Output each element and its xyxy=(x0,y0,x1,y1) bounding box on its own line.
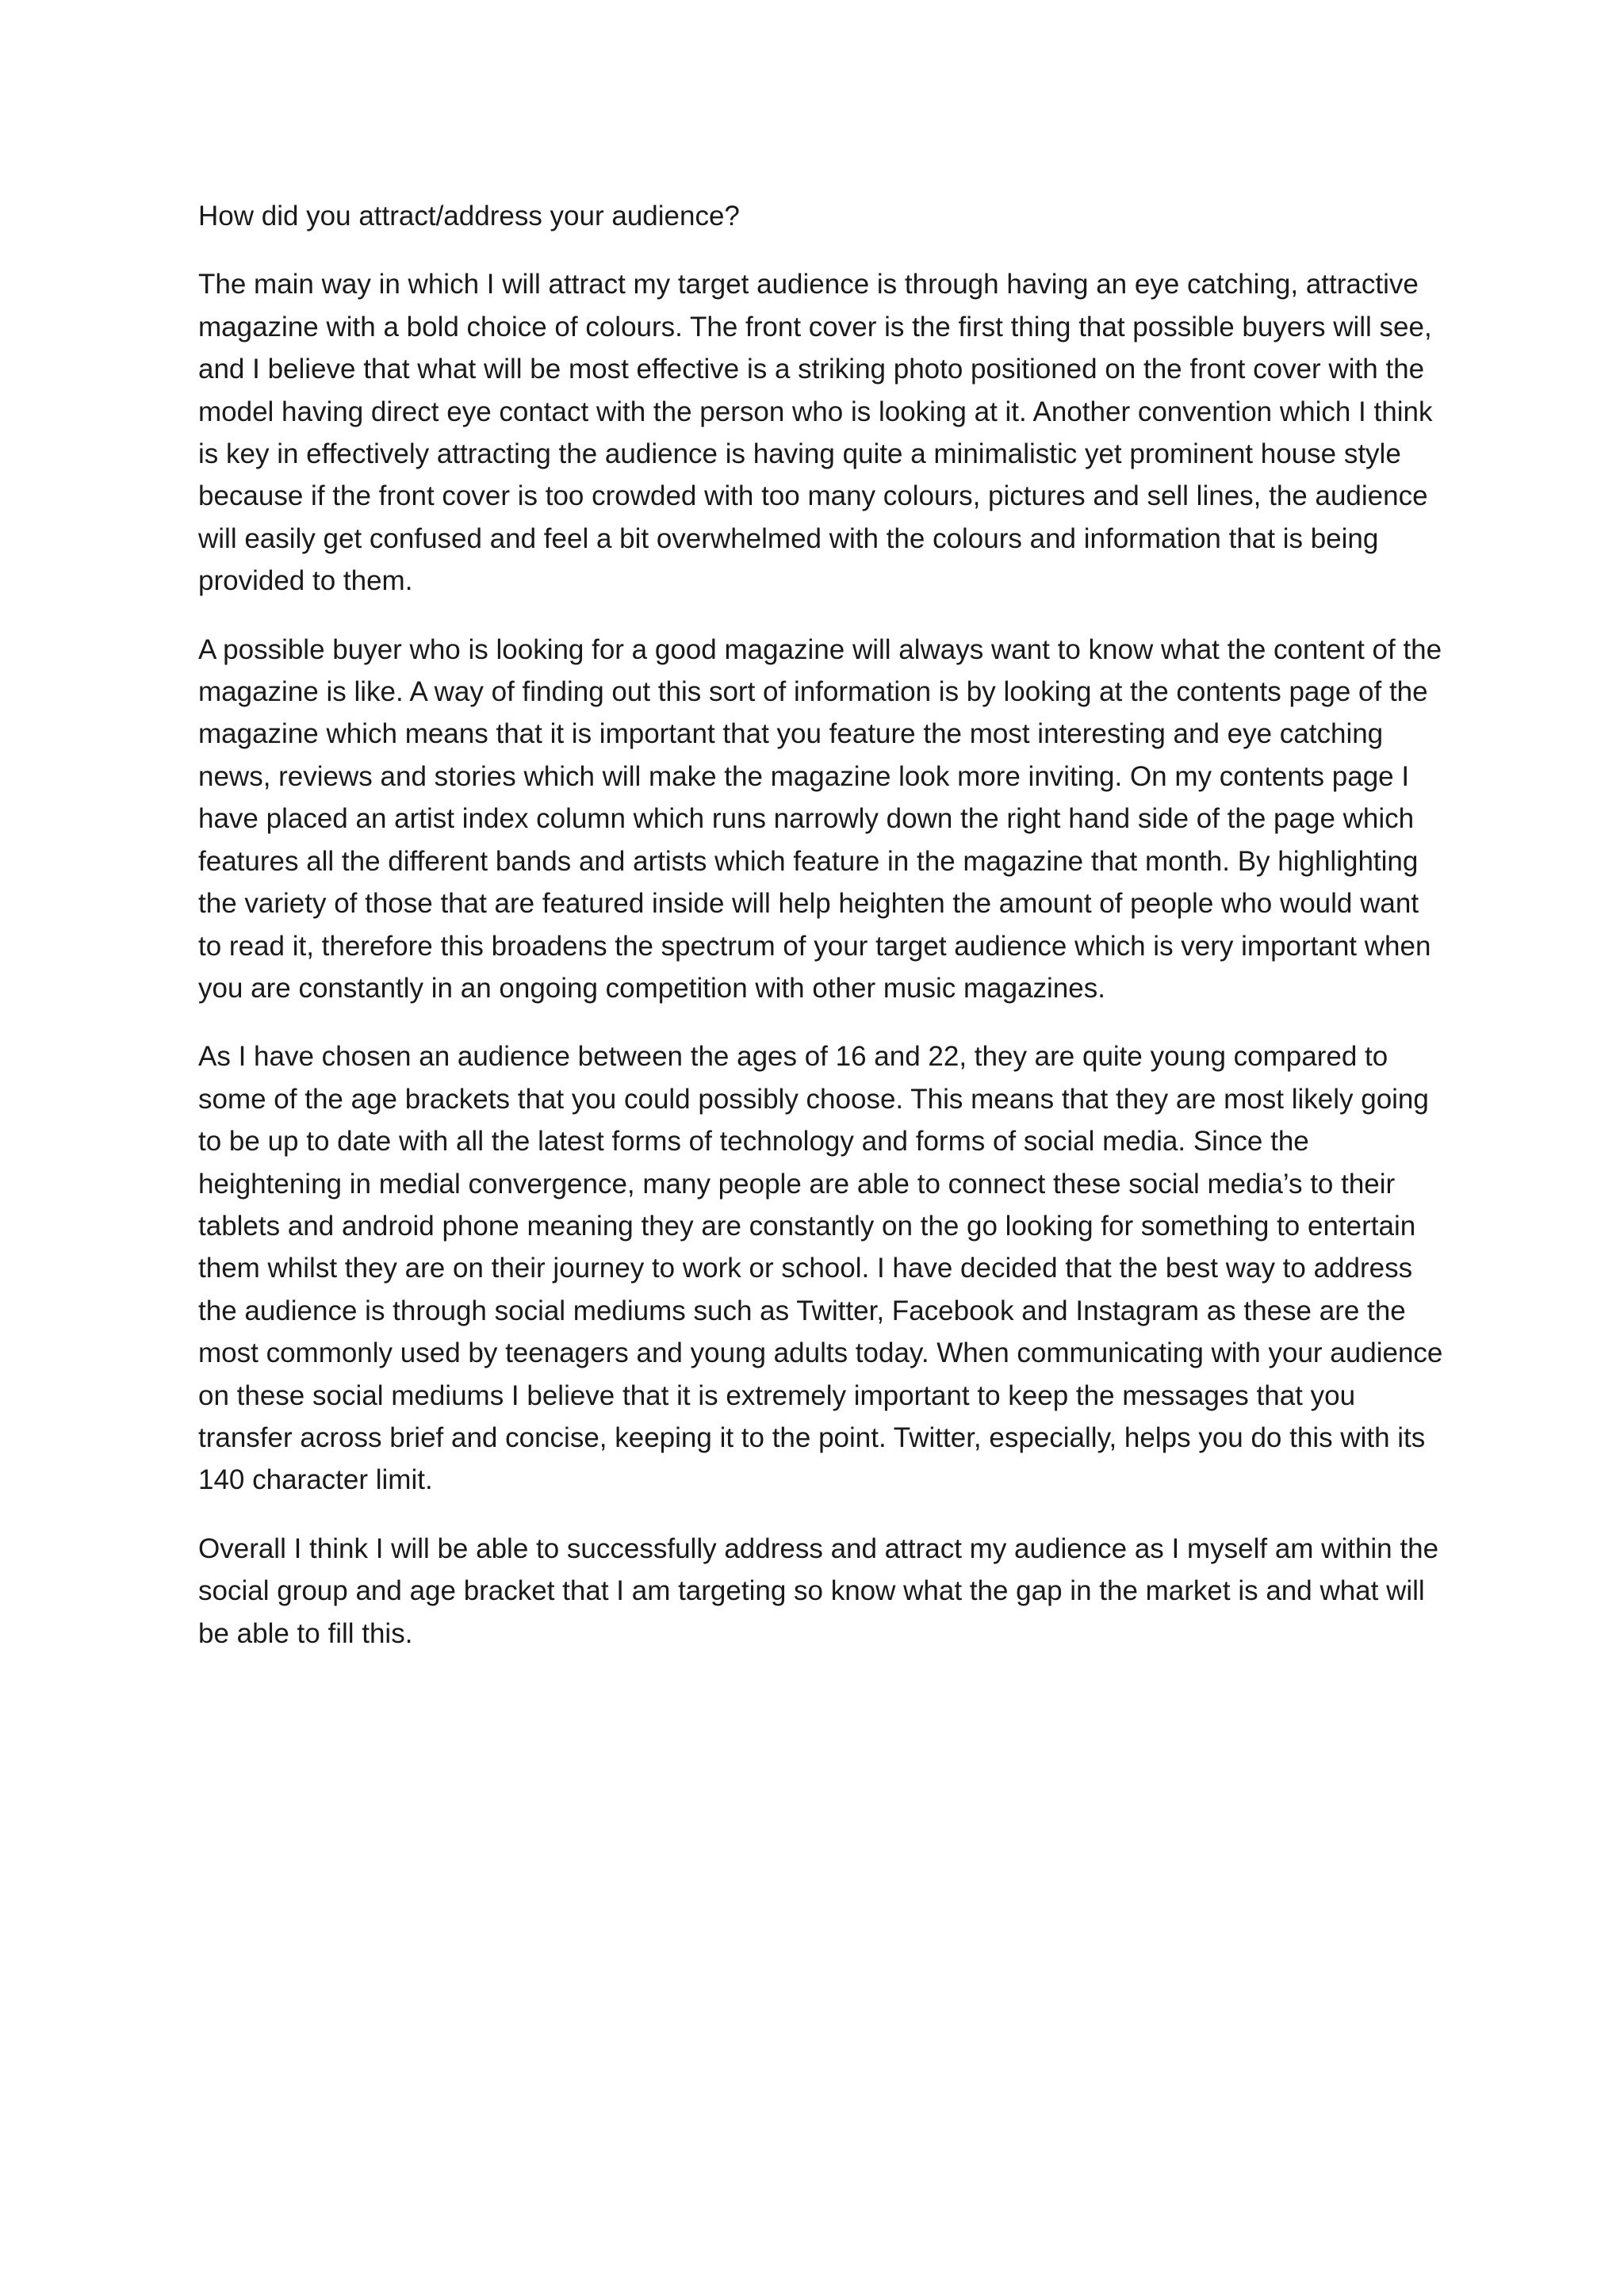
document-body xyxy=(198,195,1443,1681)
paragraph-conclusion: Overall I think I will be able to successfully address and attract my audience as I myself am within the social group and age bracket that I am targeting so know what the gap in the market is and what will be able to fill this. xyxy=(198,1533,1439,1649)
paragraph-contents-page: A possible buyer who is looking for a good magazine will always want to know what the content of the magazine is like. A way of finding out this sort of information is by looking at the contents page of the magazine which means that it is important that you feature the most interesting and eye catching news, reviews and stories which will make the magazine look more inviting. On my contents page I have placed an artist index column which runs narrowly down the right hand side of the page which features all the different bands and artists which feature in the magazine that month. By highlighting the variety of those that are featured inside will help heighten the amount of people who would want to read it, therefore this broadens the spectrum of your target audience which is very important when you are constantly in an ongoing competition with other music magazines. xyxy=(198,633,1442,1004)
question-heading: How did you attract/address your audience? xyxy=(198,201,740,232)
paragraph-social-media: As I have chosen an audience between the ages of 16 and 22, they are quite young compared to some of the age brackets that you could possibly choose. This means that they are most likely going to be up to date with all the latest forms of technology and forms of social media. Since the heightening in medial convergence, many people are able to connect these social media’s to their tablets and android phone meaning they are constantly on the go looking for something to entertain them whilst they are on their journey to work or school. I have decided that the best way to address the audience is through social mediums such as Twitter, Facebook and Instagram as these are the most commonly used by teenagers and young adults today. When communicating with your audience on these social mediums I believe that it is extremely important to keep the messages that you transfer across brief and concise, keeping it to the point. Twitter, especially, helps you do this with its 140 character limit. xyxy=(198,1041,1443,1496)
paragraph-attract-audience: The main way in which I will attract my target audience is through having an eye catching, attractive magazine with a bold choice of colours. The front cover is the first thing that possible buyers will see, and I believe that what will be most effective is a striking photo positioned on the front cover with the model having direct eye contact with the person who is looking at it. Another convention which I think is key in effectively attracting the audience is having quite a minimalistic yet prominent house style because if the front cover is too crowded with too many colours, pictures and sell lines, the audience will easily get confused and feel a bit overwhelmed with the colours and information that is being provided to them. xyxy=(198,269,1433,597)
